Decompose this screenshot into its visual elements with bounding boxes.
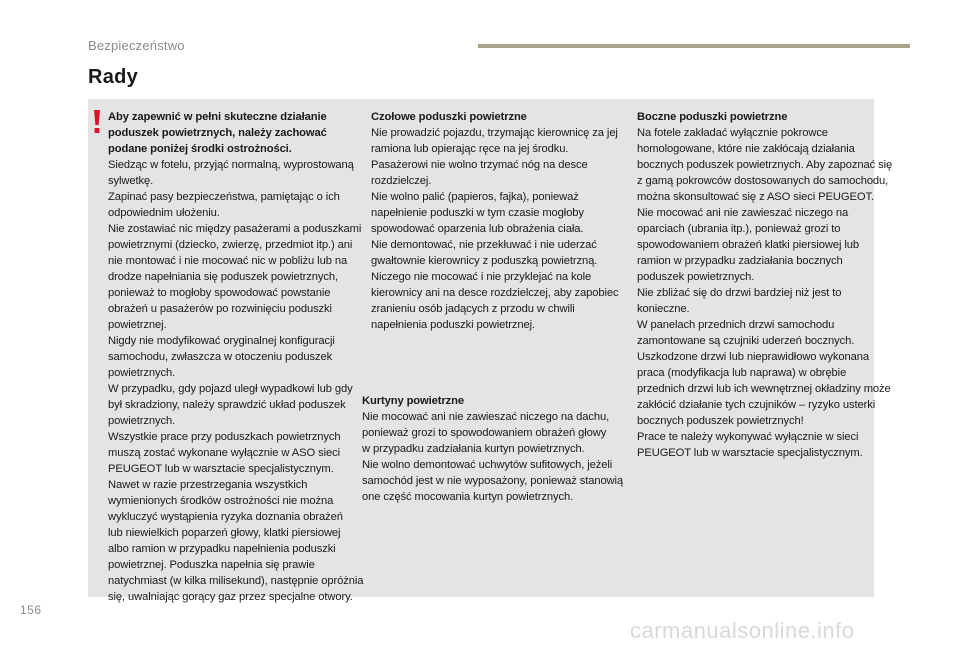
text-line: w przypadku zadziałania kurtyn powietrznych. bbox=[362, 443, 585, 455]
text-line: Uszkodzone drzwi lub nieprawidłowo wykonana bbox=[637, 351, 870, 363]
curtain-airbags-section bbox=[362, 393, 624, 505]
text-line: Nie mocować ani nie zawieszać niczego na dachu, bbox=[362, 411, 610, 423]
text-line: Nie wolno demontować uchwytów sufitowych, jeżeli bbox=[362, 459, 613, 471]
warning-heading-line: poduszek powietrznych, należy zachować bbox=[108, 127, 327, 139]
text-line: PEUGEOT lub w warsztacie specjalistycznym. bbox=[108, 463, 334, 475]
section-title: Bezpieczeństwo bbox=[88, 38, 185, 53]
text-line: powietrznych. bbox=[108, 415, 176, 427]
text-line: spowodowaniem obrażeń klatki piersiowej lub bbox=[637, 239, 860, 251]
text-line: PEUGEOT lub w warsztacie specjalistycznym. bbox=[637, 447, 863, 459]
text-line: zamontowane są czujniki uderzeń bocznych. bbox=[637, 335, 855, 347]
text-line: gwałtownie kierownicy z poduszką powietrzną. bbox=[371, 255, 598, 267]
text-line: Nie wolno palić (papieros, fajka), ponieważ bbox=[371, 191, 579, 203]
text-line: Nie zbliżać się do drzwi bardziej niż jest to bbox=[637, 287, 842, 299]
text-line: samochód jest w nie wyposażony, ponieważ stanowią bbox=[362, 475, 624, 487]
text-line: W panelach przednich drzwi samochodu bbox=[637, 319, 835, 331]
text-line: Prace te należy wykonywać wyłącznie w sieci bbox=[637, 431, 859, 443]
text-line: bocznych poduszek powietrznych! bbox=[637, 415, 804, 427]
text-line: Nawet w razie przestrzegania wszystkich bbox=[108, 479, 308, 491]
text-line: z gamą pokrowców dostosowanych do samochodu, bbox=[637, 175, 889, 187]
text-line: oparciach (ubrania itp.), ponieważ grozi to bbox=[637, 223, 841, 235]
text-line: spowodować oparzenia lub obrażenia ciała. bbox=[371, 223, 584, 235]
text-line: zranieniu osób jadących z przodu w chwili bbox=[371, 303, 575, 315]
front-airbags-section bbox=[371, 109, 623, 333]
page-number: 156 bbox=[20, 603, 42, 617]
text-line: kierownicy ani na desce rozdzielczej, aby zapobiec bbox=[371, 287, 619, 299]
text-line: można skonsultować się z ASO sieci PEUGEOT. bbox=[637, 191, 874, 203]
warning-icon bbox=[92, 110, 102, 134]
text-line: natychmiast (w kilka milisekund), następnie opróżnia bbox=[108, 575, 364, 587]
watermark: carmanualsonline.info bbox=[630, 618, 855, 643]
text-line: napełnienia poduszki powietrznej. bbox=[371, 319, 535, 331]
warning-body bbox=[108, 157, 364, 605]
text-line: konieczne. bbox=[637, 303, 690, 315]
text-line: Na fotele zakładać wyłącznie pokrowce bbox=[637, 127, 828, 139]
text-line: był skradziony, należy sprawdzić układ poduszek bbox=[108, 399, 346, 411]
text-line: odpowiednim ułożeniu. bbox=[108, 207, 220, 219]
text-line: Siedząc w fotelu, przyjąć normalną, wyprostowaną bbox=[108, 159, 354, 171]
text-line: drodze napełniania się poduszek powietrznych, bbox=[108, 271, 338, 283]
text-line: obrażeń u pasażerów po rozwinięciu poduszki bbox=[108, 303, 332, 315]
text-line: przednich drzwi lub ich wewnętrznej okładziny może bbox=[637, 383, 891, 395]
text-line: powietrznymi (dziecko, zwierzę, przedmiot itp.) ani bbox=[108, 239, 353, 251]
text-line: W przypadku, gdy pojazd uległ wypadkowi lub gdy bbox=[108, 383, 353, 395]
page-title: Rady bbox=[88, 66, 139, 88]
text-line: bocznych poduszek powietrznych. Aby zapoznać się bbox=[637, 159, 893, 171]
text-line: praca (modyfikacja lub naprawa) w obrębie bbox=[637, 367, 847, 379]
text-line: muszą zostać wykonane wyłącznie w ASO sieci bbox=[108, 447, 340, 459]
curtain-airbags-heading: Kurtyny powietrzne bbox=[362, 395, 465, 407]
text-line: nie montować i nie mocować nic w pobliżu lub na bbox=[108, 255, 348, 267]
text-line: wykluczyć wystąpienia ryzyka doznania obrażeń bbox=[108, 511, 343, 523]
text-line: napełnienie poduszki w tym czasie mogłoby bbox=[371, 207, 584, 219]
text-line: Wszystkie prace przy poduszkach powietrznych bbox=[108, 431, 341, 443]
warning-heading-line: Aby zapewnić w pełni skuteczne działanie bbox=[108, 111, 327, 123]
text-line: się, uwalniając gorący gaz przez specjalne otwory. bbox=[108, 591, 353, 603]
header-rule bbox=[478, 44, 910, 48]
side-airbags-heading: Boczne poduszki powietrzne bbox=[637, 111, 788, 123]
text-line: ponieważ to mogłoby spowodować powstanie bbox=[108, 287, 331, 299]
warning-block bbox=[108, 109, 364, 605]
text-line: albo ramion w przypadku napełnienia poduszki bbox=[108, 543, 336, 555]
warning-heading-line: podane poniżej środki ostrożności. bbox=[108, 143, 292, 155]
text-line: Pasażerowi nie wolno trzymać nóg na desce bbox=[371, 159, 588, 171]
text-line: powietrznej. bbox=[108, 319, 167, 331]
text-line: lub niewielkich poparzeń głowy, klatki piersiowej bbox=[108, 527, 341, 539]
text-line: ramion w przypadku zadziałania bocznych bbox=[637, 255, 843, 267]
text-line: rozdzielczej. bbox=[371, 175, 432, 187]
text-line: samochodu, zwłaszcza w otoczeniu poduszek bbox=[108, 351, 333, 363]
curtain-airbags-body bbox=[362, 409, 624, 505]
text-line: powietrznej. Poduszka napełnia się prawie bbox=[108, 559, 315, 571]
text-line: Nie prowadzić pojazdu, trzymając kierownicę za jej bbox=[371, 127, 618, 139]
text-line: Niczego nie mocować i nie przyklejać na kole bbox=[371, 271, 592, 283]
front-airbags-heading: Czołowe poduszki powietrzne bbox=[371, 111, 527, 123]
text-line: Nie mocować ani nie zawieszać niczego na bbox=[637, 207, 849, 219]
text-line: Nie zostawiać nic między pasażerami a poduszkami bbox=[108, 223, 362, 235]
text-line: wymienionych środków ostrożności nie można bbox=[108, 495, 334, 507]
text-line: Nigdy nie modyfikować oryginalnej konfiguracji bbox=[108, 335, 335, 347]
text-line: Zapinać pasy bezpieczeństwa, pamiętając o ich bbox=[108, 191, 340, 203]
text-line: zakłócić działanie tych czujników – ryzyko usterki bbox=[637, 399, 876, 411]
front-airbags-body bbox=[371, 125, 623, 333]
text-line: ponieważ grozi to spowodowaniem obrażeń głowy bbox=[362, 427, 607, 439]
text-line: Nie demontować, nie przekłuwać i nie uderzać bbox=[371, 239, 597, 251]
text-line: poduszek powietrznych. bbox=[637, 271, 755, 283]
side-airbags-section bbox=[637, 109, 893, 461]
text-line: powietrznych. bbox=[108, 367, 176, 379]
text-line: homologowane, które nie zakłócają działania bbox=[637, 143, 855, 155]
text-line: ramiona lub opierając ręce na jej środku. bbox=[371, 143, 569, 155]
text-line: sylwetkę. bbox=[108, 175, 154, 187]
side-airbags-body bbox=[637, 125, 893, 461]
text-line: one część mocowania kurtyn powietrznych. bbox=[362, 491, 574, 503]
